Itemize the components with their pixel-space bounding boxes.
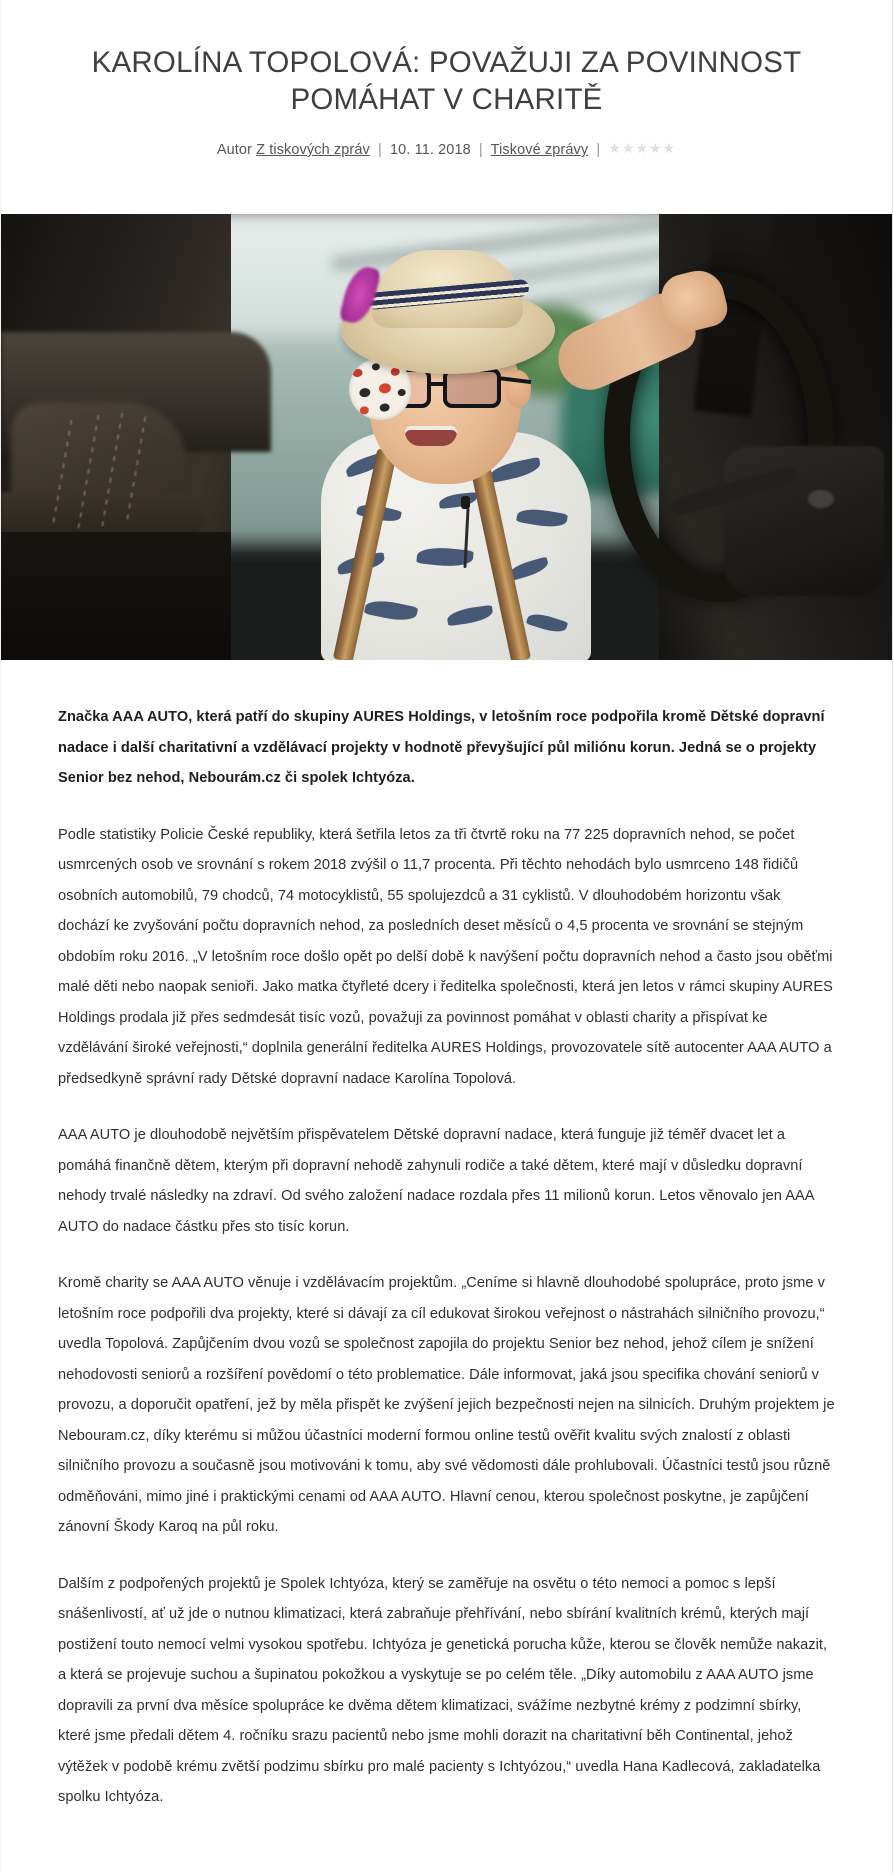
- article-paragraph: AAA AUTO je dlouhodobě největším přispěvatelem Dětské dopravní nadace, která funguje již téměř dvacet let a pomáhá finančně dětem, kterým při dopravní nehodě zahynuli rodiče a také dětem, které mají v důsledku dopravní nehody trvalé následky na zdraví. Od svého založení nadace rozdala přes 11 milionů korun. Letos věnovalo jen AAA AUTO do nadace částku přes sto tisíc korun.: [58, 1127, 814, 1235]
- steering-wheel-logo: [808, 490, 834, 508]
- hero-scene: [1, 214, 893, 660]
- car-door-lower: [1, 532, 231, 660]
- page-title: KAROLÍNA TOPOLOVÁ: POVAŽUJI ZA POVINNOST POMÁHAT V CHARITĚ: [91, 46, 802, 116]
- meta-separator-1: |: [378, 142, 382, 158]
- author-label: Autor: [216, 142, 253, 158]
- hero-image: [1, 214, 893, 660]
- article-body: [1, 660, 892, 1873]
- category-link[interactable]: Tiskové zprávy: [490, 142, 589, 158]
- eyeglasses-lens-right: [443, 368, 501, 408]
- author-link[interactable]: Z tiskových zpráv: [256, 142, 370, 158]
- clip-microphone-icon: [461, 496, 470, 509]
- publish-date: 10. 11. 2018: [390, 142, 471, 158]
- meta-separator-3: |: [596, 142, 601, 158]
- article-paragraph: Dalším z podpořených projektů je Spolek Ichtyóza, který se zaměřuje na osvětu o této nemoci a pomoc s lepší snášenlivostí, ať už jde o nutnou klimatizaci, která zabraňuje přehřívání, nebo sbírání kvalitních krémů, kterých mají postižení touto nemocí velmi vysokou spotřebu. Ichtyóza je genetická porucha kůže, kterou se člověk nemůže nakazit, a která se projevuje suchou a šupinatou pokožkou a vyskytuje se po celém těle. „Díky automobilu z AAA AUTO jsme dopravili za první dva měsíce spolupráce ke dvěma dětem klimatizaci, svážíme nezbytné krémy z podzimní sbírky, které jsme předali dětem 4. ročníku srazu pacientů nebo jsme mohli dorazit na charitativní běh Continental, jehož výtěžek v podobě krému zvětší podzimu sbírku pro malé pacienty s Ichtyózou,“ uvedla Hana Kadlecová, zakladatelka spolku Ichtyóza.: [58, 1575, 828, 1805]
- steering-wheel-hub: [724, 446, 884, 596]
- article-paragraph: Podle statistiky Policie České republiky, která šetřila letos za tři čtvrtě roku na 77 225 dopravních nehod, se počet usmrcených osob ve srovnání s rokem 2018 zvýšil o 11,7 procenta. Při těchto nehodách bylo usmrceno 148 řidičů osobních automobilů, 79 chodců, 74 motocyklistů, 55 spolujezdců a 31 cyklistů. V dlouhodobém horizontu však dochází ke zvyšování počtu dopravních nehod, za posledních deset měsíců o 4,5 procenta ve srovnání se stejným obdobím roku 2016. „V letošním roce došlo opět po delší době k navýšení počtu dopravních nehod a často jsou oběťmi malé děti nebo naopak senioři. Jako matka čtyřleté dcery i ředitelka společnosti, která jen letos v rámci skupiny AURES Holdings prodala již přes sedmdesát tisíc vozů, považuji za povinnost pomáhat v oblasti charity a přispívat ke vzdělávání široké veřejnosti,“ doplnila generální ředitelka AURES Holdings, provozovatele sítě autocenter AAA AUTO a předsedkyně správní rady Dětské dopravní nadace Karolína Topolová.: [58, 826, 833, 1087]
- article-meta: [56, 138, 837, 160]
- boy-figure: [293, 250, 623, 660]
- rating-stars-icon[interactable]: ★★★★★: [608, 140, 677, 156]
- article-paragraph: Kromě charity se AAA AUTO věnuje i vzdělávacím projektům. „Ceníme si hlavně dlouhodobé spolupráce, proto jsme v letošním roce podpořili dva projekty, které si dávají za cíl edukovat širokou veřejnost o nástrahách silničního provozu,“ uvedla Topolová. Zapůjčením dvou vozů se společnost zapojila do projektu Senior bez nehod, jehož cílem je snížení nehodovosti seniorů a rozšíření povědomí o této problematice. Dále informovat, jaká jsou specifika chování seniorů v provozu, a doporučit opatření, jež by měla přispět ke zvýšení jejich bezpečnosti nejen na silnicích. Druhým projektem je Nebouram.cz, díky kterému si můžou účastníci moderní formou online testů ověřit kvalitu svých znalostí z oblasti silničního provozu a současně jsou motivováni k tomu, aby své vědomosti dále prohlubovali. Účastníci testů jsou různě odměňováni, mimo jiné i praktickými cenami od AAA AUTO. Hlavní cenou, kterou společnost poskytne, je zapůjčení zánovní Škody Karoq na půl roku.: [58, 1275, 835, 1535]
- eyeglasses-bridge: [429, 382, 445, 386]
- meta-separator-2: |: [478, 142, 483, 158]
- boy-ear: [505, 370, 531, 408]
- boy-mouth: [405, 426, 457, 446]
- article-header: [1, 0, 892, 160]
- article-paragraph-lead: Značka AAA AUTO, která patří do skupiny AURES Holdings, v letošním roce podpořila kromě Dětské dopravní nadace i další charitativní a vzdělávací projekty v hodnotě převyšující půl miliónu korun. Jedná se o projekty Senior bez nehod, Nebourám.cz či spolek Ichtyóza.: [58, 709, 825, 786]
